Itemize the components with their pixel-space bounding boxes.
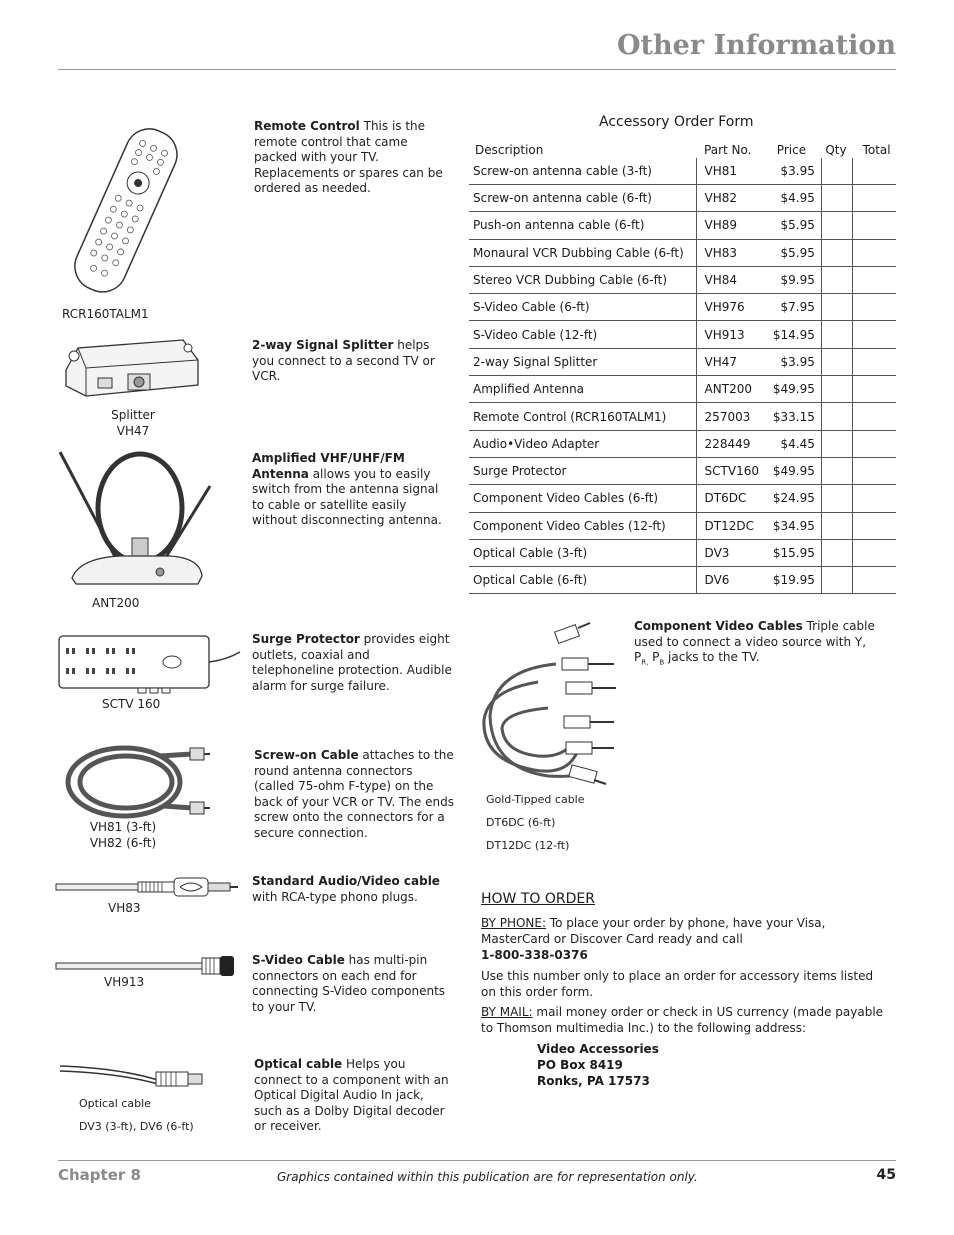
col-qty: Qty [825, 143, 847, 157]
order-part-number: VH47 [696, 348, 765, 375]
order-form-title: Accessory Order Form [599, 114, 754, 130]
desc-rca: Standard Audio/Video cable with RCA-type phono plugs. [252, 874, 440, 904]
desc-component: Component Video Cables Triple cable used to connect a video source with Y, $P_{R,}$ $P_B$ jacks to the TV. [634, 619, 875, 667]
order-description: Push-on antenna cable (6-ft) [469, 212, 696, 239]
order-qty-field[interactable] [821, 158, 852, 185]
order-description: Remote Control (RCR160TALM1) [469, 403, 696, 430]
order-total-field[interactable] [853, 539, 896, 566]
caption-rca: VH83 [108, 901, 141, 915]
order-row [469, 512, 896, 539]
order-row [469, 539, 896, 566]
order-total-field[interactable] [853, 185, 896, 212]
order-description: Screw-on antenna cable (3-ft) [469, 158, 696, 185]
how-to-order-title: HOW TO ORDER [481, 891, 595, 907]
phone-number: 1-800-338-0376 [481, 948, 588, 962]
order-qty-field[interactable] [821, 485, 852, 512]
caption-remote: RCR160TALM1 [62, 307, 149, 321]
footer-rule [58, 1160, 896, 1161]
order-price: $5.95 [765, 239, 822, 266]
order-part-number: DT12DC [696, 512, 765, 539]
order-total-field[interactable] [853, 485, 896, 512]
order-row [469, 294, 896, 321]
order-part-number: VH84 [696, 266, 765, 293]
order-qty-field[interactable] [821, 266, 852, 293]
order-total-field[interactable] [853, 376, 896, 403]
order-description: Audio•Video Adapter [469, 430, 696, 457]
col-total: Total [862, 143, 891, 157]
page-number: 45 [876, 1167, 896, 1183]
order-total-field[interactable] [853, 321, 896, 348]
order-description: 2-way Signal Splitter [469, 348, 696, 375]
component-cable-icon [478, 620, 620, 790]
order-price: $19.95 [765, 567, 822, 594]
order-qty-field[interactable] [821, 403, 852, 430]
desc-svideo: S-Video Cable has multi-pin connectors on each end for connecting S-Video components to your TV. [252, 953, 446, 1014]
order-total-field[interactable] [853, 430, 896, 457]
order-description: Optical Cable (3-ft) [469, 539, 696, 566]
desc-antenna: Amplified VHF/UHF/FM Antenna allows you to easily switch from the antenna signal to cable or satellite easily without disconnecting antenna. [252, 451, 442, 527]
order-price: $34.95 [765, 512, 822, 539]
order-row [469, 485, 896, 512]
order-price: $3.95 [765, 158, 822, 185]
order-part-number: SCTV160 [696, 457, 765, 484]
order-row [469, 185, 896, 212]
col-price: Price [776, 143, 807, 157]
order-price: $4.45 [765, 430, 822, 457]
desc-splitter: 2-way Signal Splitter helps you connect to a second TV or VCR. [252, 338, 435, 383]
order-qty-field[interactable] [821, 348, 852, 375]
order-row [469, 158, 896, 185]
order-total-field[interactable] [853, 294, 896, 321]
order-description: Monaural VCR Dubbing Cable (6-ft) [469, 239, 696, 266]
order-row [469, 239, 896, 266]
caption-antenna: ANT200 [92, 596, 140, 610]
order-description: S-Video Cable (6-ft) [469, 294, 696, 321]
order-price: $14.95 [765, 321, 822, 348]
order-price: $24.95 [765, 485, 822, 512]
order-part-number: DT6DC [696, 485, 765, 512]
order-part-number: VH913 [696, 321, 765, 348]
surge-protector-icon [56, 632, 242, 694]
remote-control-icon [58, 120, 192, 300]
order-row [469, 567, 896, 594]
order-row [469, 403, 896, 430]
caption-coax: VH81 (3-ft) VH82 (6-ft) [89, 820, 157, 850]
order-price: $49.95 [765, 457, 822, 484]
optical-cable-icon [58, 1058, 208, 1094]
order-price: $15.95 [765, 539, 822, 566]
col-part: Part No. [704, 143, 752, 157]
order-part-number: VH976 [696, 294, 765, 321]
order-description: Screw-on antenna cable (6-ft) [469, 185, 696, 212]
order-price: $3.95 [765, 348, 822, 375]
order-total-field[interactable] [853, 348, 896, 375]
order-qty-field[interactable] [821, 430, 852, 457]
caption-svideo: VH913 [104, 975, 145, 989]
order-total-field[interactable] [853, 158, 896, 185]
caption-surge: SCTV 160 [102, 697, 161, 711]
order-part-number: DV3 [696, 539, 765, 566]
header-rule [58, 69, 896, 70]
coax-cable-icon [64, 742, 214, 822]
order-qty-field[interactable] [821, 321, 852, 348]
antenna-icon [50, 448, 220, 588]
order-row [469, 457, 896, 484]
order-qty-field[interactable] [821, 212, 852, 239]
order-description: S-Video Cable (12-ft) [469, 321, 696, 348]
col-description: Description [475, 143, 544, 157]
order-qty-field[interactable] [821, 185, 852, 212]
order-total-field[interactable] [853, 266, 896, 293]
desc-optical: Optical cable Helps you connect to a component with an Optical Digital Audio In jack, such as a Dolby Digital decoder or receiver. [254, 1057, 449, 1133]
order-qty-field[interactable] [821, 239, 852, 266]
order-part-number: 228449 [696, 430, 765, 457]
order-price: $7.95 [765, 294, 822, 321]
order-description: Component Video Cables (6-ft) [469, 485, 696, 512]
svideo-cable-icon [54, 955, 240, 977]
order-form-table [469, 143, 896, 594]
order-total-field[interactable] [853, 403, 896, 430]
order-price: $9.95 [765, 266, 822, 293]
splitter-icon [58, 330, 208, 402]
order-total-field[interactable] [853, 212, 896, 239]
order-qty-field[interactable] [821, 294, 852, 321]
order-row [469, 430, 896, 457]
order-price: $33.15 [765, 403, 822, 430]
order-price: $4.95 [765, 185, 822, 212]
order-price: $49.95 [765, 376, 822, 403]
phone-note: Use this number only to place an order for accessory items listed on this order form. [481, 969, 874, 999]
order-description: Surge Protector [469, 457, 696, 484]
order-part-number: 257003 [696, 403, 765, 430]
order-description: Stereo VCR Dubbing Cable (6-ft) [469, 266, 696, 293]
order-part-number: ANT200 [696, 376, 765, 403]
page-title: Other Information [617, 30, 896, 61]
order-qty-field[interactable] [821, 539, 852, 566]
caption-optical: Optical cable DV3 (3-ft), DV6 (6-ft) [79, 1097, 194, 1133]
caption-component: Gold-Tipped cable DT6DC (6-ft) DT12DC (12-ft) [486, 793, 585, 852]
order-qty-field[interactable] [821, 512, 852, 539]
order-part-number: VH82 [696, 185, 765, 212]
order-total-field[interactable] [853, 457, 896, 484]
rca-cable-icon [54, 876, 240, 898]
order-part-number: VH81 [696, 158, 765, 185]
order-description: Optical Cable (6-ft) [469, 567, 696, 594]
desc-surge: Surge Protector provides eight outlets, coaxial and telephoneline protection. Audible alarm for surge failure. [252, 632, 452, 693]
order-row [469, 348, 896, 375]
order-price: $5.95 [765, 212, 822, 239]
order-row [469, 376, 896, 403]
order-description: Component Video Cables (12-ft) [469, 512, 696, 539]
order-row [469, 212, 896, 239]
order-part-number: VH89 [696, 212, 765, 239]
order-part-number: DV6 [696, 567, 765, 594]
order-total-field[interactable] [853, 512, 896, 539]
order-total-field[interactable] [853, 239, 896, 266]
order-qty-field[interactable] [821, 376, 852, 403]
order-description: Amplified Antenna [469, 376, 696, 403]
order-row [469, 266, 896, 293]
mailing-address: Video Accessories PO Box 8419 Ronks, PA 17573 [537, 1042, 659, 1088]
chapter-label: Chapter 8 [58, 1166, 141, 1184]
order-row [469, 321, 896, 348]
order-total-field[interactable] [853, 567, 896, 594]
caption-splitter: Splitter VH47 [111, 408, 155, 438]
order-qty-field[interactable] [821, 457, 852, 484]
order-part-number: VH83 [696, 239, 765, 266]
disclaimer: Graphics contained within this publication are for representation only. [277, 1170, 698, 1184]
order-qty-field[interactable] [821, 567, 852, 594]
desc-coax: Screw-on Cable attaches to the round antenna connectors (called 75-ohm F-type) on the back of your VCR or TV. The ends screw onto the connectors for a secure connection. [254, 748, 454, 840]
by-mail-paragraph: BY MAIL: mail money order or check in US currency (made payable to Thomson multimedia Inc.) to the following address: [481, 1005, 884, 1035]
order-form-header [469, 143, 896, 158]
by-phone-paragraph: BY PHONE: To place your order by phone, have your Visa, MasterCard or Discover Card ready and call 1-800-338-0376 [481, 916, 826, 962]
desc-remote: Remote Control This is the remote control that came packed with your TV. Replacements or spares can be ordered as needed. [254, 119, 443, 195]
